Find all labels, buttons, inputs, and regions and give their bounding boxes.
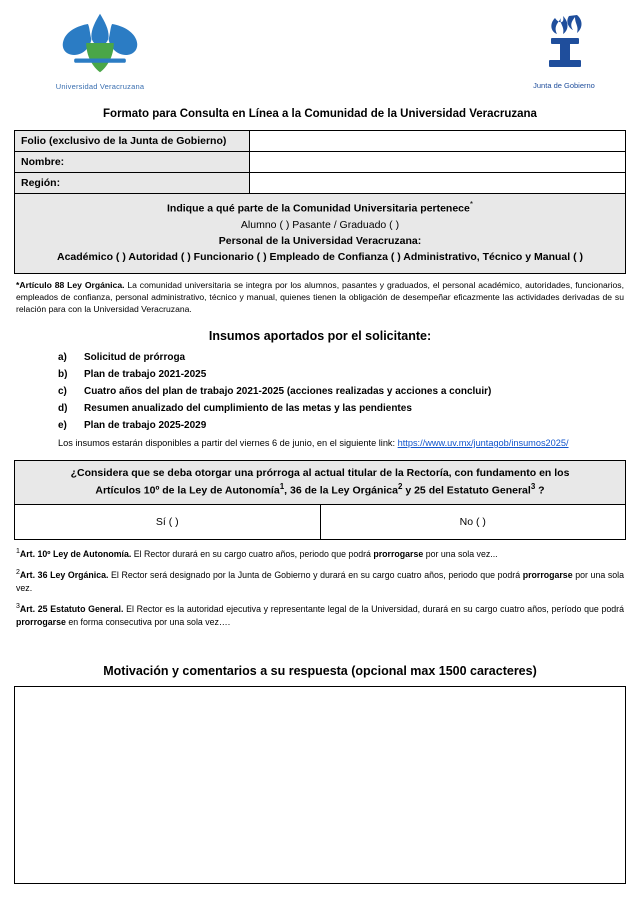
region-label: Región: [15, 173, 250, 194]
region-field[interactable] [250, 173, 626, 194]
legal-note-3-sup: 3 [16, 603, 20, 611]
junta-de-gobierno-logo [512, 14, 616, 90]
question-end: ? [535, 484, 545, 497]
community-options-line-2[interactable]: Académico ( ) Autoridad ( ) Funcionario ( ) Empleado de Confianza ( ) Administrativo, Técnico y Manual ( ) [56, 251, 583, 264]
question-art-36: , 36 de la Ley Orgánica [284, 484, 398, 497]
community-staff-heading: Personal de la Universidad Veracruzana: [218, 235, 422, 248]
community-block [15, 194, 625, 273]
uv-logo-caption: Universidad Veracruzana [55, 82, 145, 91]
legal-note-1-sup: 1 [16, 547, 20, 555]
item-marker: e) [58, 419, 67, 431]
answer-yes-option[interactable]: Sí ( ) [15, 504, 321, 539]
legal-note-1-text-before: El Rector durará en su cargo cuatro años, periodo que podrá [131, 548, 374, 559]
legal-note-1-text-after: por una sola vez... [423, 548, 498, 559]
legal-note-3-text-before: El Rector es la autoridad ejecutiva y representante legal de la Universidad, durará en su cargo cuatro años, período que podrá [123, 604, 624, 615]
legal-note-2-text-after: por una sola vez. [16, 569, 624, 594]
list-item [58, 351, 626, 364]
table-row-answers [15, 504, 626, 539]
legal-note-1-keyword: prorrogarse [373, 548, 424, 559]
page-header [14, 0, 626, 104]
inputs-list [58, 351, 626, 432]
question-sup-2: 2 [397, 482, 403, 492]
table-row-community [15, 194, 626, 274]
legal-note-3 [16, 602, 624, 629]
item-text: Plan de trabajo 2025-2029 [84, 419, 207, 431]
legal-note-3-text-after: en forma consecutiva por una sola vez…. [65, 617, 231, 628]
answer-no-option[interactable]: No ( ) [320, 504, 626, 539]
community-heading-text: Indique a qué parte de la Comunidad Universitaria pertenece [167, 202, 470, 215]
community-cell [15, 194, 626, 274]
comments-title: Motivación y comentarios a su respuesta (opcional max 1500 caracteres) [103, 663, 537, 678]
footnote-text: La comunidad universitaria se integra por los alumnos, pasantes y graduados, el personal académico, autoridades, funcionarios, empleados de confianza, personal administrativo, técnico y manual, quienes tienen la obligación de desempeñar eficazmente las actividades derivadas de su relación para con la Universidad Veracruzana. [16, 279, 624, 315]
inputs-availability-line [58, 438, 626, 448]
item-text: Solicitud de prórroga [84, 351, 186, 363]
legal-note-1-title: Art. 10º Ley de Autonomía. [19, 548, 132, 559]
list-item [58, 385, 626, 398]
community-heading [19, 199, 621, 217]
legal-note-2-keyword: prorrogarse [522, 569, 573, 580]
legal-note-2-text-before: El Rector será designado por la Junta de Gobierno y durará en su cargo cuatro años, periodo que podrá [108, 569, 523, 580]
question-sup-3: 3 [530, 482, 536, 492]
table-row-nombre [15, 152, 626, 173]
question-art-10: Artículos 10º de la Ley de Autonomía [95, 484, 280, 497]
legal-note-2-sup: 2 [16, 568, 20, 576]
item-marker: d) [58, 402, 68, 414]
question-art-25: y 25 del Estatuto General [402, 484, 531, 497]
question-line-1: ¿Considera que se deba otorgar una prórroga al actual titular de la Rectoría, con fundamento en los [70, 466, 570, 479]
legal-footnote-88 [16, 279, 624, 316]
inputs-section-title: Insumos aportados por el solicitante: [208, 328, 432, 343]
list-item [58, 368, 626, 381]
insumos-link[interactable]: https://www.uv.mx/juntagob/insumos2025/ [397, 437, 569, 448]
item-marker: c) [58, 385, 67, 397]
legal-note-3-title: Art. 25 Estatuto General. [19, 604, 124, 615]
legal-note-1 [16, 547, 624, 561]
availability-text: Los insumos estarán disponibles a partir del viernes 6 de junio, en el siguiente link: [58, 437, 398, 448]
folio-field[interactable] [250, 131, 626, 152]
uv-fleur-icon [40, 12, 160, 74]
table-row-question-head [15, 460, 626, 504]
nombre-field[interactable] [250, 152, 626, 173]
question-sup-1: 1 [279, 482, 285, 492]
question-table [14, 460, 626, 540]
nombre-label: Nombre: [15, 152, 250, 173]
comments-textarea[interactable] [14, 686, 626, 884]
question-heading [15, 460, 626, 504]
universidad-veracruzana-logo [30, 12, 170, 91]
legal-note-2-title: Art. 36 Ley Orgánica. [19, 569, 109, 580]
footnote-bold: Artículo 88 Ley Orgánica. [19, 279, 125, 290]
applicant-info-table [14, 130, 626, 274]
table-row-folio [15, 131, 626, 152]
legal-note-2 [16, 568, 624, 595]
community-options-line-1[interactable]: Alumno ( ) Pasante / Graduado ( ) [240, 218, 400, 231]
item-marker: b) [58, 368, 68, 380]
footnote-mark: * [16, 279, 20, 290]
page-title: Formato para Consulta en Línea a la Comunidad de la Universidad Veracruzana [103, 108, 537, 120]
question-line-2 [25, 481, 615, 499]
item-text: Cuatro años del plan de trabajo 2021-2025 (acciones realizadas y acciones a concluir) [84, 385, 492, 397]
legal-note-3-keyword: prorrogarse [16, 617, 66, 628]
jg-logo-caption: Junta de Gobierno [533, 81, 595, 90]
folio-label: Folio (exclusivo de la Junta de Gobierno) [15, 131, 250, 152]
item-text: Resumen anualizado del cumplimiento de las metas y las pendientes [84, 402, 412, 414]
torch-icon [535, 14, 593, 72]
community-heading-mark: * [469, 200, 473, 209]
table-row-region [15, 173, 626, 194]
list-item [58, 419, 626, 432]
item-marker: a) [58, 351, 67, 363]
list-item [58, 402, 626, 415]
item-text: Plan de trabajo 2021-2025 [84, 368, 207, 380]
